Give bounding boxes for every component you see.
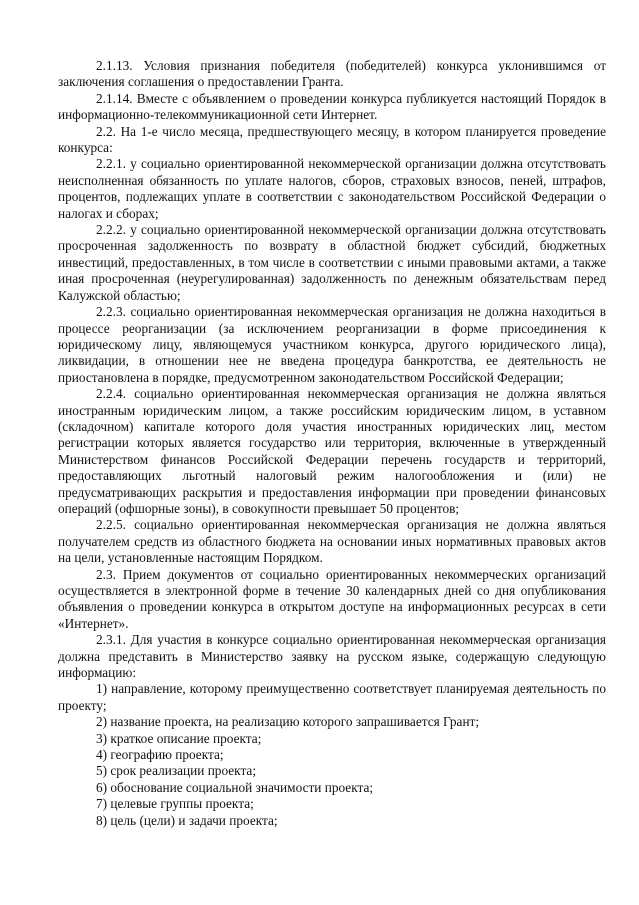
document-page [58,58,606,829]
list-item: 2) название проекта, на реализацию которого запрашивается Грант; [96,714,480,730]
paragraph: 2.2.5. социально ориентированная некоммерческая организация не должна являться получателем средств из областного бюджета на основании иных нормативных правовых актов на цели, установленные настоящим Порядком. [58,517,606,566]
paragraph: 2.2.1. у социально ориентированной некоммерческой организации должна отсутствовать неисполненная обязанность по уплате налогов, сборов, страховых взносов, пеней, штрафов, процентов, подлежащих уплате в соответствии с законодательством Российской Федерации о налогах и сборах; [58,156,606,221]
paragraph: 2.2. На 1-е число месяца, предшествующего месяцу, в котором планируется проведение конкурса: [58,123,606,156]
paragraph: 2.1.13. Условия признания победителя (победителей) конкурса уклонившимся от заключения соглашения о предоставлении Гранта. [58,58,606,90]
paragraph: 2.3.1. Для участия в конкурсе социально ориентированная некоммерческая организация должна представить в Министерство заявку на русском языке, содержащую следующую информацию: [58,632,606,681]
paragraph: 2.2.2. у социально ориентированной некоммерческой организации должна отсутствовать просроченная задолженность по возврату в областной бюджет субсидий, бюджетных инвестиций, предоставленных, в том числе в соответствии с иными правовыми актами, а также иная просроченная (неурегулированная) задолженность по денежным обязательствам перед Калужской областью; [58,222,606,303]
paragraph: 2.2.3. социально ориентированная некоммерческая организация не должна находиться в процессе реорганизации (за исключением реорганизации в форме присоединения к юридическому лицу, являющемуся участником конкурса, другого юридического лица), ликвидации, в отношении нее не введена процедура банкротства, ее деятельность не приостановлена в порядке, предусмотренном законодательством Российской Федерации; [58,304,606,385]
list-item: 8) цель (цели) и задачи проекта; [96,812,278,828]
list-item: 1) направление, которому преимущественно соответствует планируемая деятельность по проекту; [58,681,606,713]
paragraph: 2.1.14. Вместе с объявлением о проведении конкурса публикуется настоящий Порядок в информационно-телекоммуникационной сети Интернет. [58,90,606,123]
list-item: 4) географию проекта; [96,747,224,763]
paragraph: 2.3. Прием документов от социально ориентированных некоммерческих организаций осуществляется в электронной форме в течение 30 календарных дней со дня опубликования объявления о проведении конкурса в открытом доступе на информационных ресурсах в сети «Интернет». [58,566,606,631]
list-item: 6) обоснование социальной значимости проекта; [96,779,374,795]
paragraph: 2.2.4. социально ориентированная некоммерческая организация не должна являться иностранным юридическим лицом, а также российским юридическим лицом, в уставном (складочном) капитале которого доля участия иностранных юридических лиц, местом регистрации которых является государство или территория, включенные в утвержденный Министерством финансов Российской Федерации перечень государств и территорий, предоставляющих льготный налоговый режим налогообложения и (или) не предусматривающих раскрытия и предоставления информации при проведении финансовых операций (офшорные зоны), в совокупности превышает 50 процентов; [58,386,606,516]
list-item: 5) срок реализации проекта; [96,763,257,779]
list-item: 7) целевые группы проекта; [96,796,254,812]
list-item: 3) краткое описание проекта; [96,730,262,746]
